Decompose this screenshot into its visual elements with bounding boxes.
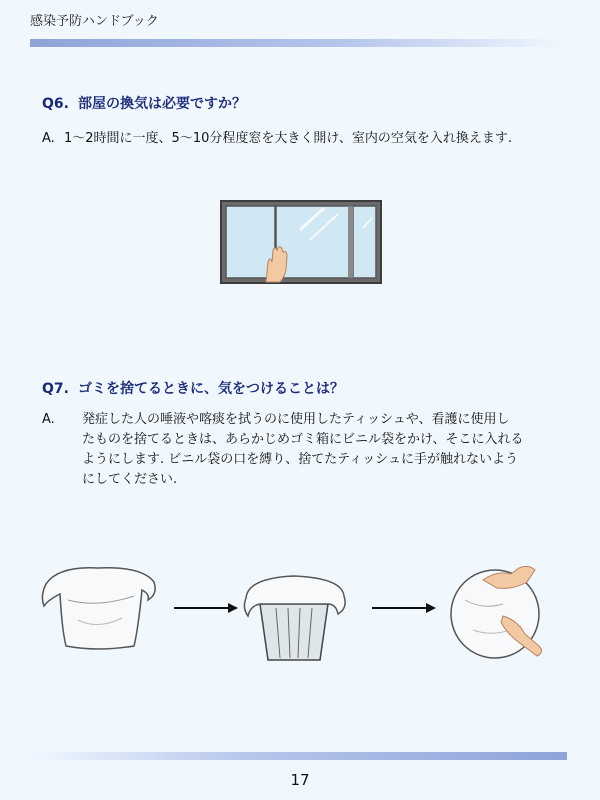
q7-answer-line: にしてください. [82,472,178,487]
q6-question-text: 部屋の換気は必要ですか？ [78,96,246,112]
q7-question-text: ゴミを捨てるときに、気をつけることは？ [78,381,344,397]
open-window-illustration [220,200,382,286]
q6-answer [42,127,512,146]
q7-answer-line: 発症した人の唾液や喀痰を拭うのに使用したティッシュや、看護に使用し [82,412,510,427]
trash-disposal-steps [38,560,558,670]
trash-bin-with-bag-illustration [238,568,350,664]
q7-answer-line: ようにします. ビニル袋の口を縛り、捨てたティッシュに手が触れないよう [82,452,518,467]
header-divider [30,39,565,47]
q7-answer-text [82,410,562,490]
q7-answer-label: A. [42,412,55,427]
q7-question [42,378,344,398]
q6-question [42,93,246,113]
q7-answer [42,410,562,490]
tied-bag-with-hands-illustration [443,560,553,660]
right-arrow-icon [174,602,238,614]
right-arrow-icon [372,602,436,614]
q6-answer-label: A. [42,131,55,146]
q7-answer-line: たものを捨てるときは、あらかじめゴミ箱にビニル袋をかけ、そこに入れる [82,432,524,447]
q6-answer-text: 1～2時間に一度、5～10分程度窓を大きく開け、室内の空気を入れ換えます. [64,131,512,146]
q7-number: Q7. [42,381,69,397]
q6-number: Q6. [42,96,69,112]
handbook-title: 感染予防ハンドブック [30,14,159,29]
plastic-bag-illustration [38,560,160,652]
page-number: 17 [290,771,310,789]
footer-divider [30,752,567,760]
